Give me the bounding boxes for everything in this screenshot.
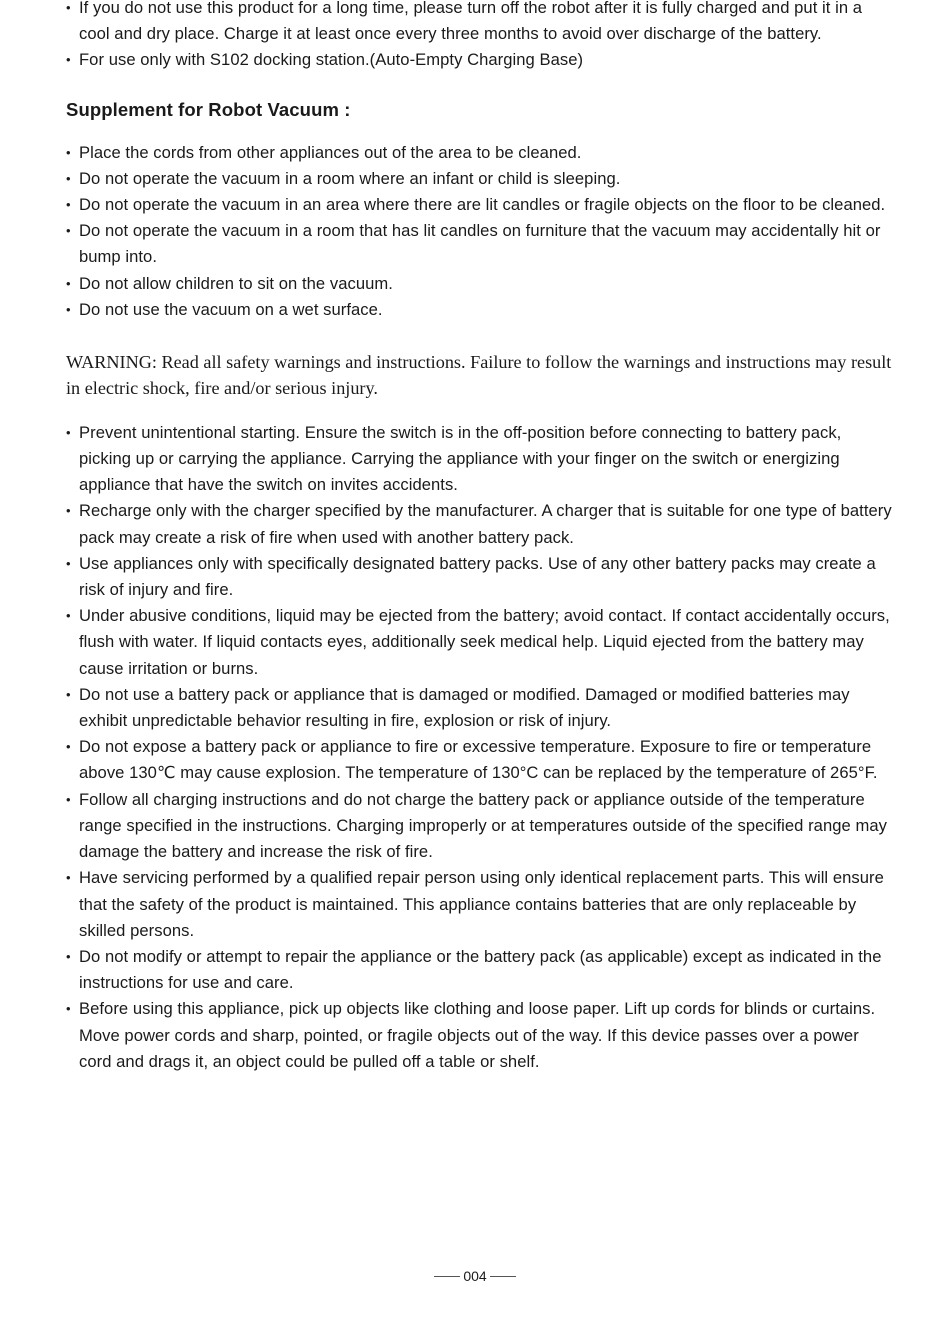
list-item: • Do not use the vacuum on a wet surface. — [66, 297, 892, 323]
list-item: • Use appliances only with specifically designated battery packs. Use of any other battery packs may create a risk of injury and fire. — [66, 551, 892, 603]
list-item: • For use only with S102 docking station.(Auto-Empty Charging Base) — [66, 47, 892, 73]
document-page — [66, 0, 892, 1075]
page-number: 004 — [463, 1268, 487, 1284]
list-item: • Do not modify or attempt to repair the appliance or the battery pack (as applicable) except as indicated in the instructions for use and care. — [66, 944, 892, 996]
list-item: • Do not expose a battery pack or appliance to fire or excessive temperature. Exposure to fire or temperature above 130℃ may cause explosion. The temperature of 130°C can be replaced by the temperature of 265°F. — [66, 734, 892, 786]
list-item: • Do not operate the vacuum in a room where an infant or child is sleeping. — [66, 166, 892, 192]
battery-notes-list — [66, 0, 892, 74]
warning-paragraph: WARNING: Read all safety warnings and instructions. Failure to follow the warnings and instructions may result in electric shock, fire and/or serious injury. — [66, 352, 892, 399]
footer-rule-right — [490, 1276, 516, 1277]
list-item: • Prevent unintentional starting. Ensure the switch is in the off-position before connecting to battery pack, picking up or carrying the appliance. Carrying the appliance with your finger on the switch or energizing appliance that have the switch on invites accidents. — [66, 420, 892, 499]
list-item: • Do not use a battery pack or appliance that is damaged or modified. Damaged or modified batteries may exhibit unpredictable behavior resulting in fire, explosion or risk of injury. — [66, 682, 892, 734]
list-item: • Under abusive conditions, liquid may be ejected from the battery; avoid contact. If contact accidentally occurs, flush with water. If liquid contacts eyes, additionally seek medical help. Liquid ejected from the battery may cause irritation or burns. — [66, 603, 892, 682]
safety-list — [66, 420, 892, 1075]
list-item: • Before using this appliance, pick up objects like clothing and loose paper. Lift up cords for blinds or curtains. Move power cords and sharp, pointed, or fragile objects out of the way. If this device passes over a power cord and drags it, an object could be pulled off a table or shelf. — [66, 996, 892, 1075]
page-footer — [0, 1268, 950, 1284]
list-item: • Place the cords from other appliances out of the area to be cleaned. — [66, 140, 892, 166]
footer-rule-left — [434, 1276, 460, 1277]
list-item: • Have servicing performed by a qualified repair person using only identical replacement parts. This will ensure that the safety of the product is maintained. This appliance contains batteries that are only replaceable by skilled persons. — [66, 865, 892, 944]
list-item: • If you do not use this product for a long time, please turn off the robot after it is fully charged and put it in a cool and dry place. Charge it at least once every three months to avoid over discharge of the battery. — [66, 0, 892, 47]
list-item: • Do not allow children to sit on the vacuum. — [66, 271, 892, 297]
list-item: • Follow all charging instructions and do not charge the battery pack or appliance outside of the temperature range specified in the instructions. Charging improperly or at temperatures outside of the specified range may damage the battery and increase the risk of fire. — [66, 787, 892, 866]
list-item: • Do not operate the vacuum in a room that has lit candles on furniture that the vacuum may accidentally hit or bump into. — [66, 218, 892, 270]
list-item: • Do not operate the vacuum in an area where there are lit candles or fragile objects on the floor to be cleaned. — [66, 192, 892, 218]
list-item: • Recharge only with the charger specified by the manufacturer. A charger that is suitable for one type of battery pack may create a risk of fire when used with another battery pack. — [66, 498, 892, 550]
supplement-list — [66, 140, 892, 323]
section-title: Supplement for Robot Vacuum : — [66, 98, 351, 120]
